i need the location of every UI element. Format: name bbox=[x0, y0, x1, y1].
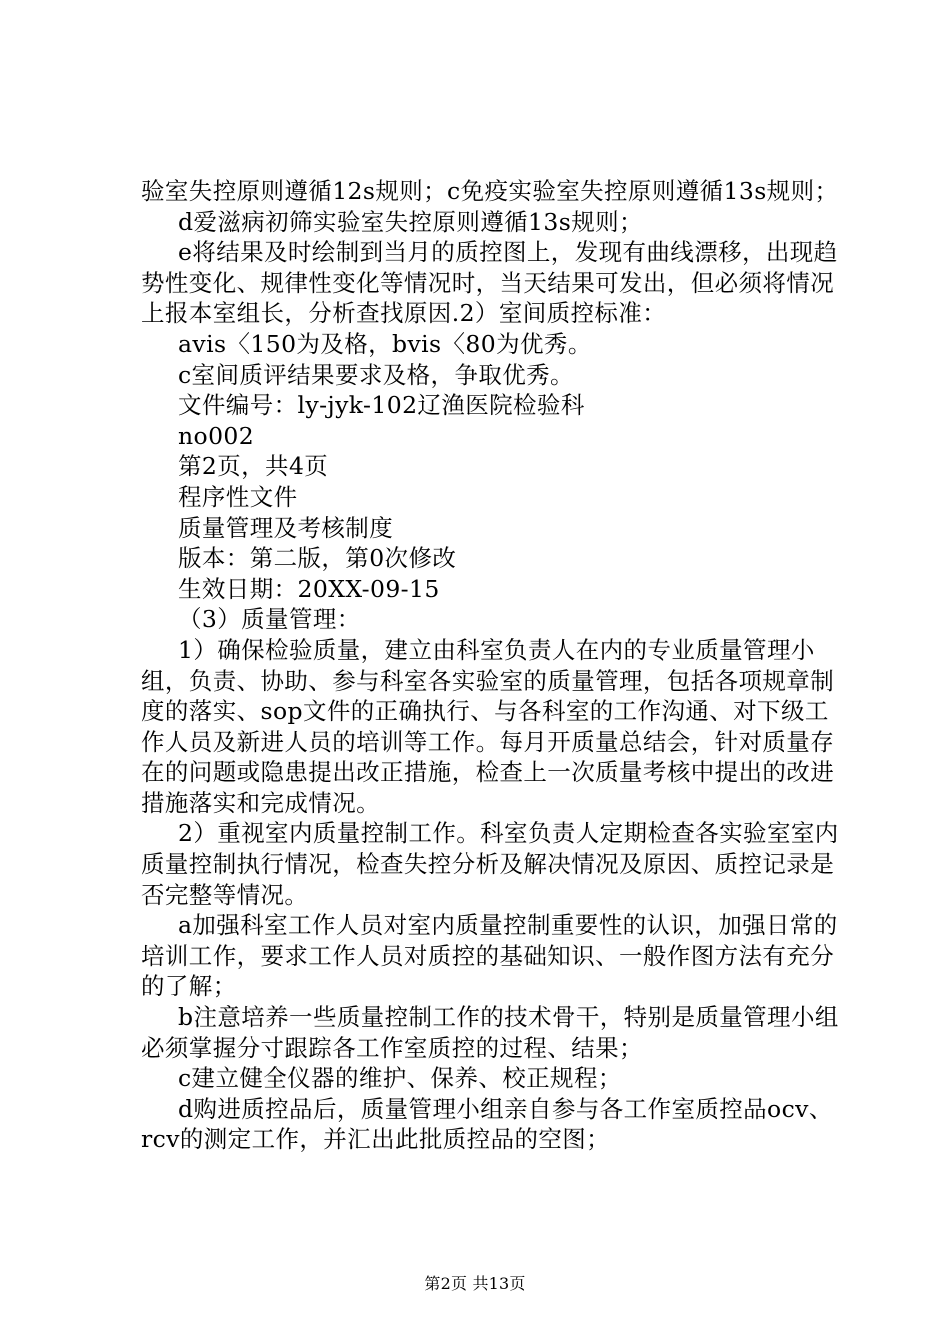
paragraph: c室间质评结果要求及格，争取优秀。 bbox=[178, 360, 574, 389]
paragraph: 第2页，共4页 bbox=[178, 452, 329, 481]
paragraph: 2）重视室内质量控制工作。科室负责人定期检查各实验室室内质量控制执行情况，检查失控分析及解决情况及原因、质控记录是否完整等情况。 bbox=[141, 819, 839, 909]
paragraph: 版本：第二版，第0次修改 bbox=[178, 544, 457, 573]
paragraph: d购进质控品后，质量管理小组亲自参与各工作室质控品ocv、rcv的测定工作，并汇出此批质控品的空图； bbox=[141, 1094, 833, 1154]
paragraph: a加强科室工作人员对室内质量控制重要性的认识，加强日常的培训工作，要求工作人员对质控的基础知识、一般作图方法有充分的了解； bbox=[141, 911, 838, 1001]
paragraph: c建立健全仪器的维护、保养、校正规程； bbox=[178, 1064, 622, 1093]
paragraph: d爱滋病初筛实验室失控原则遵循13s规则； bbox=[178, 207, 643, 236]
paragraph: no002 bbox=[178, 421, 255, 450]
paragraph: （3）质量管理： bbox=[178, 605, 361, 634]
paragraph: 验室失控原则遵循12s规则；c免疫实验室失控原则遵循13s规则； bbox=[141, 177, 839, 205]
paragraph: 文件编号：ly-jyk-102辽渔医院检验科 bbox=[178, 391, 585, 420]
document-body bbox=[141, 176, 841, 1155]
paragraph: 生效日期：20XX-09-15 bbox=[178, 574, 440, 603]
paragraph: e将结果及时绘制到当月的质控图上，发现有曲线漂移，出现趋势性变化、规律性变化等情况时，当天结果可发出，但必须将情况上报本室组长，分析查找原因.2）室间质控标准： bbox=[141, 238, 838, 328]
paragraph: 程序性文件 bbox=[178, 482, 298, 511]
paragraph: b注意培养一些质量控制工作的技术骨干，特别是质量管理小组必须掌握分寸跟踪各工作室质控的过程、结果； bbox=[141, 1003, 839, 1062]
paragraph: avis〈150为及格，bvis〈80为优秀。 bbox=[178, 329, 592, 358]
paragraph: 质量管理及考核制度 bbox=[178, 513, 394, 542]
page-footer: 第2页 共13页 bbox=[424, 1274, 526, 1293]
paragraph: 1）确保检验质量，建立由科室负责人在内的专业质量管理小组，负责、协助、参与科室各实验室的质量管理，包括各项规章制度的落实、sop文件的正确执行、与各科室的工作沟通、对下级工作人员及新进人员的培训等工作。每月开质量总结会，针对质量存在的问题或隐患提出改正措施，检查上一次质量考核中提出的改进措施落实和完成情况。 bbox=[141, 635, 835, 817]
